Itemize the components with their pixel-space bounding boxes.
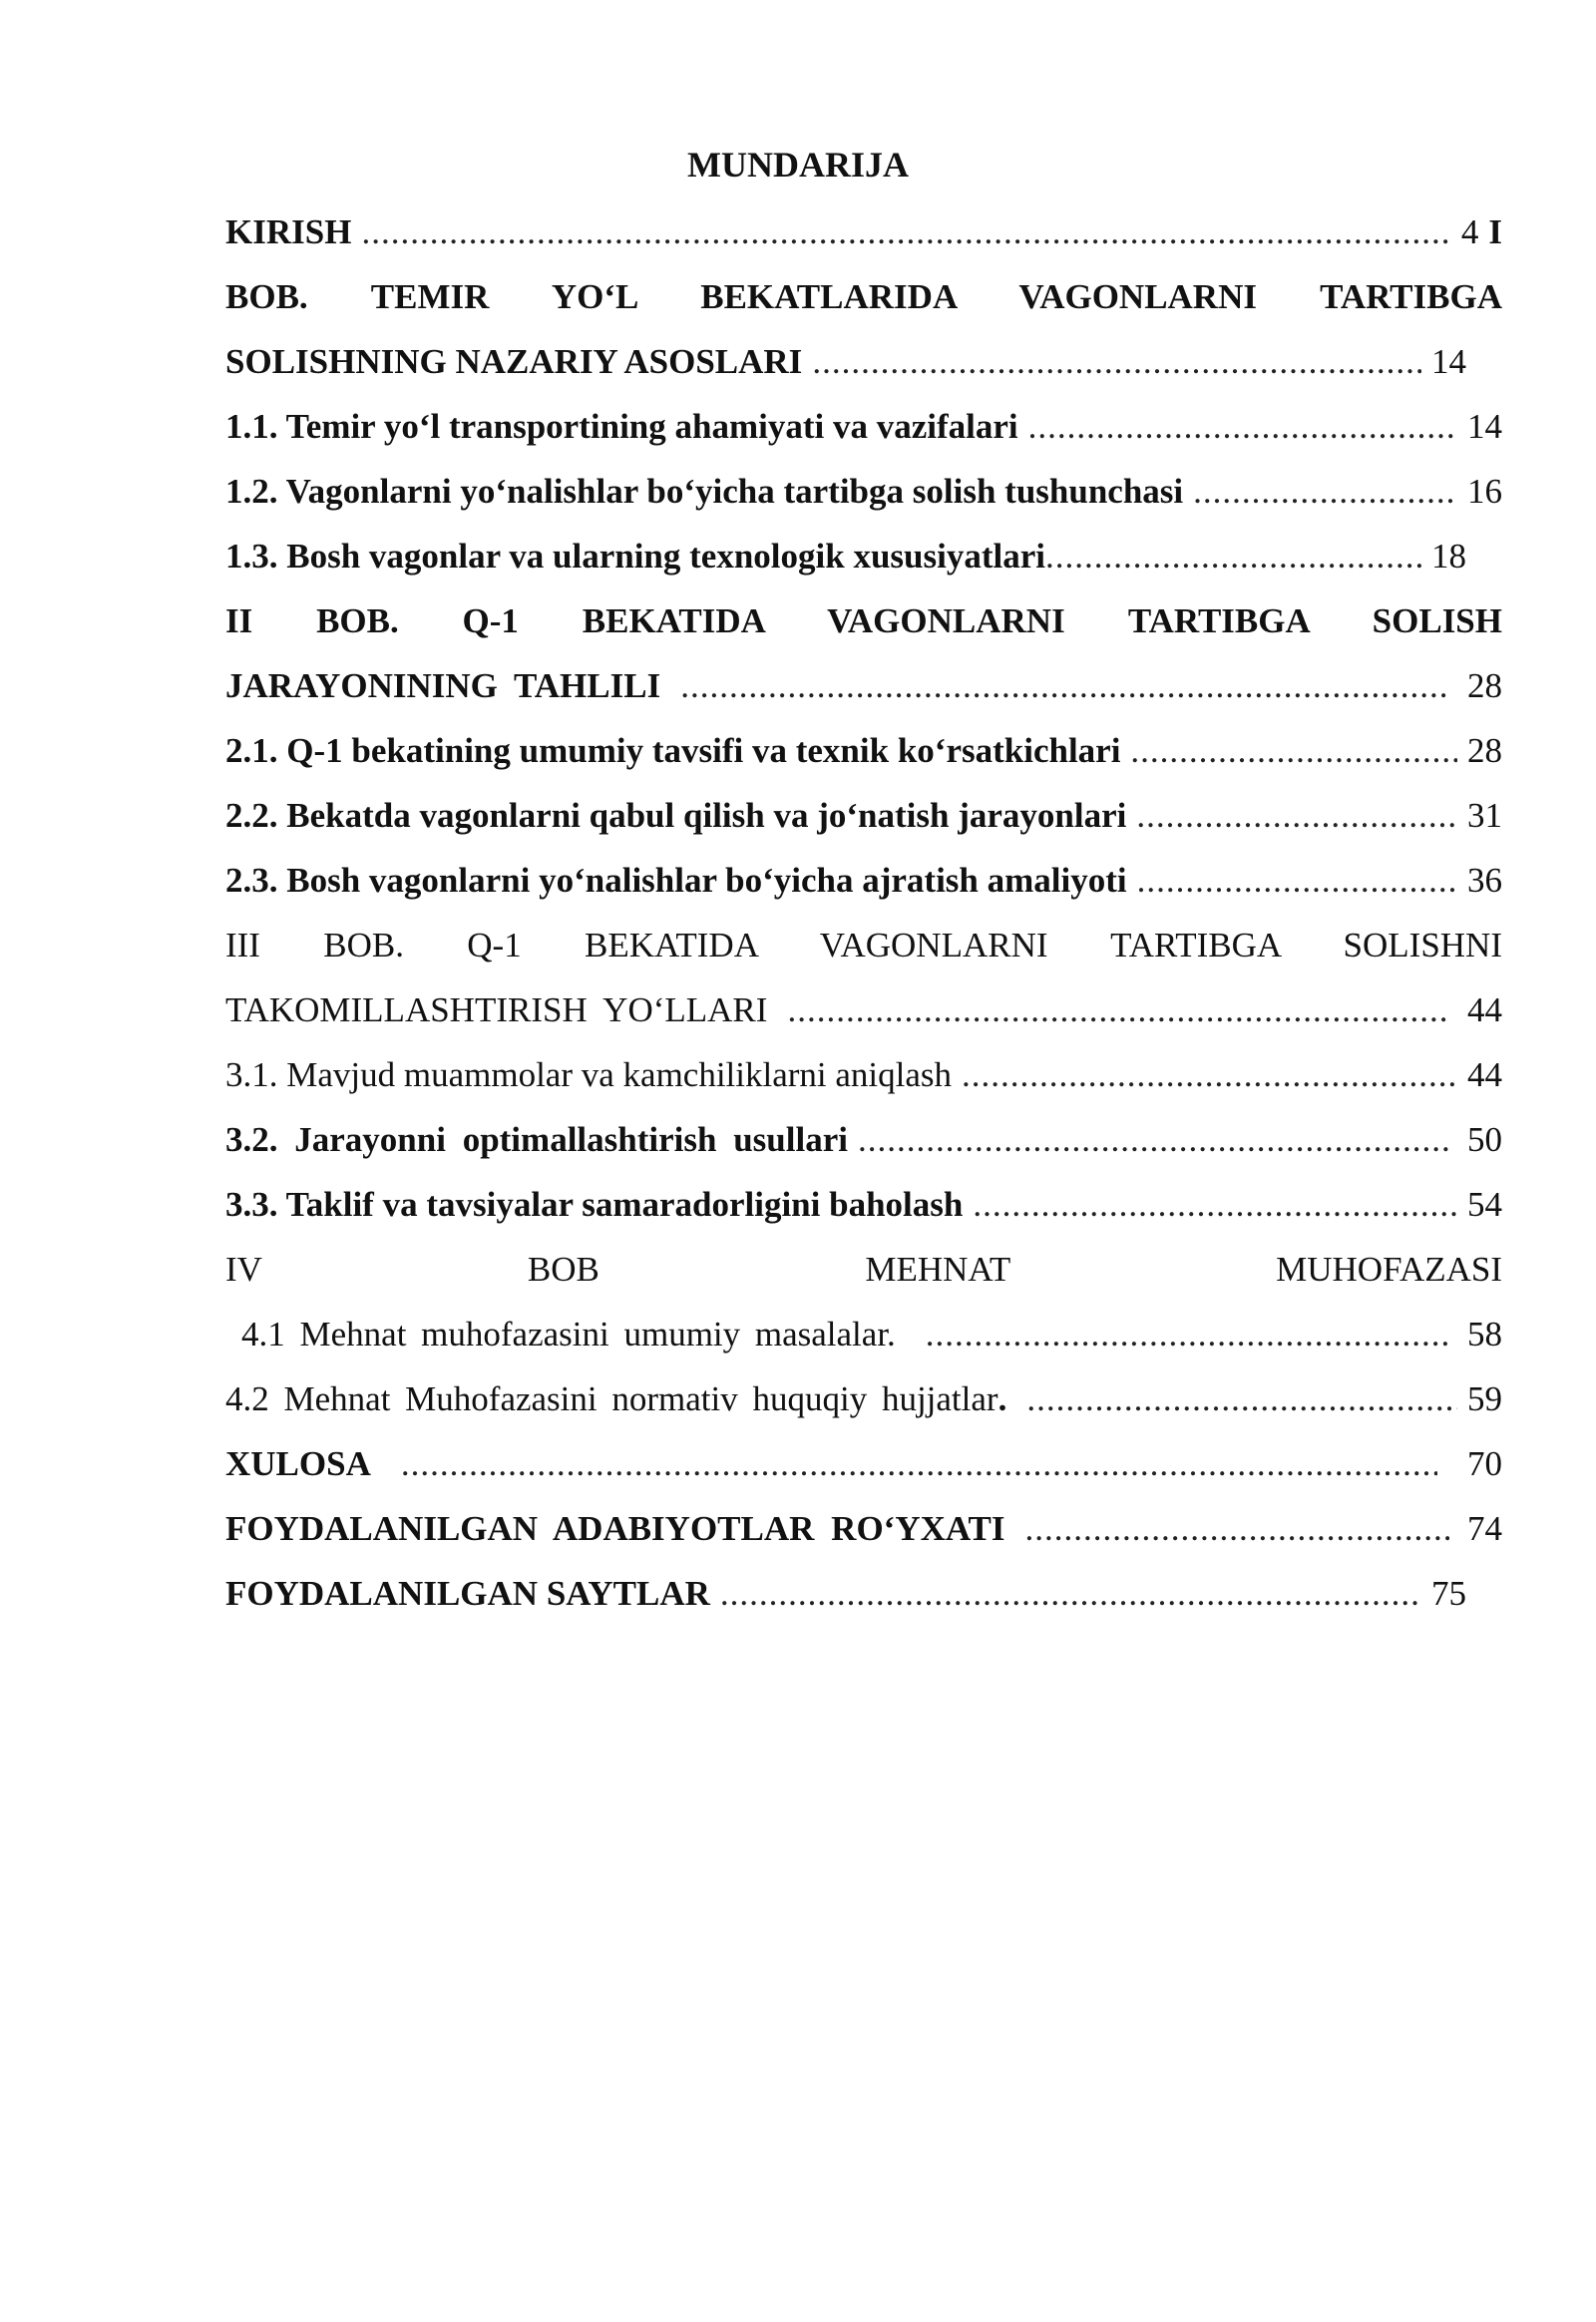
dot-leader	[926, 1315, 1449, 1354]
toc-page-number: 50	[1467, 1119, 1502, 1159]
toc-entry-text: 2.3. Bosh vagonlarni yo‘nalishlar bo‘yicha ajratish amaliyoti	[225, 860, 1127, 900]
toc-entry-4-1	[225, 1302, 1502, 1366]
toc-entry-text: XULOSA	[225, 1443, 371, 1483]
toc-entry-saytlar	[225, 1561, 1466, 1626]
toc-entry-text: 4.1 Mehnat muhofazasini umumiy masalalar.	[241, 1314, 896, 1354]
toc-entry-text: 1.1. Temir yo‘l transportining ahamiyati va vazifalari	[225, 406, 1018, 446]
toc-page-number: 74	[1467, 1508, 1502, 1548]
toc-entry-text: 2.2. Bekatda vagonlarni qabul qilish va jo‘natish jarayonlari	[225, 795, 1127, 835]
toc-entry-1-1	[225, 394, 1502, 459]
toc-entry-text: 3.3. Taklif va tavsiyalar samaradorligini baholash	[225, 1184, 964, 1224]
dot-leader	[1136, 796, 1457, 836]
toc-page-number: 28	[1467, 730, 1502, 770]
dot-leader	[1137, 861, 1457, 901]
page-title: MUNDARIJA	[687, 145, 909, 185]
toc-entry-text: 3.2. Jarayonni optimallashtirish usullari	[225, 1119, 848, 1159]
toc-entry-text: 4.2 Mehnat Muhofazasini normativ huquqiy hujjatlar	[225, 1378, 998, 1418]
toc-page-number: 75	[1431, 1573, 1466, 1613]
toc-entry-1-2	[225, 459, 1502, 524]
toc-trailing-text: .	[998, 1378, 1007, 1418]
toc-entry-3-1	[225, 1042, 1502, 1107]
toc-entry-bob4	[225, 1237, 1502, 1302]
toc-entry-2-3	[225, 848, 1502, 913]
toc-entry-2-2	[225, 783, 1502, 848]
toc-entry-bob3-line2	[225, 977, 1502, 1042]
toc-entry-text: 3.1. Mavjud muammolar va kamchiliklarni aniqlash	[225, 1054, 953, 1094]
dot-leader	[680, 666, 1449, 706]
toc-entry-text: FOYDALANILGAN ADABIYOTLAR RO‘YXATI	[225, 1508, 1005, 1548]
dot-leader	[1193, 472, 1457, 512]
dot-leader	[787, 990, 1449, 1030]
toc-entry-adabiyot	[225, 1496, 1502, 1561]
toc-entry-text: 2.1. Q-1 bekatining umumiy tavsifi va texnik ko‘rsatkichlari	[225, 730, 1121, 770]
dot-leader	[1026, 1379, 1457, 1419]
toc-entry-1-3	[225, 524, 1466, 588]
dot-leader	[1045, 537, 1421, 577]
toc-entry-text: KIRISH	[225, 211, 352, 251]
toc-page-number: 58	[1467, 1314, 1502, 1354]
dot-leader	[858, 1120, 1449, 1160]
toc-page-number: 44	[1467, 1054, 1502, 1094]
toc-entry-text: SOLISHNING NAZARIY ASOSLARI	[225, 341, 803, 381]
toc-entry-text: FOYDALANILGAN SAYTLAR	[225, 1573, 710, 1613]
toc-page-number: 16	[1467, 471, 1502, 511]
toc-entry-text: TAKOMILLASHTIRISH YO‘LLARI	[225, 989, 768, 1029]
toc-entry-2-1	[225, 718, 1502, 783]
toc-entry-text: BOB. TEMIR YO‘L BEKATLARIDA VAGONLARNI TARTIBGA	[225, 277, 1502, 316]
dot-leader	[401, 1444, 1437, 1484]
toc-entry-text: IV BOB MEHNAT MUHOFAZASI	[225, 1250, 1502, 1289]
dot-leader	[973, 1185, 1457, 1225]
dot-leader	[720, 1574, 1421, 1614]
toc-page-number: 44	[1467, 989, 1502, 1029]
toc-entry-kirish	[225, 199, 1502, 264]
toc-entry-bob3-line1	[225, 913, 1502, 977]
dot-leader	[1028, 407, 1457, 447]
toc-entry-3-3	[225, 1172, 1502, 1237]
toc-page-number: 4	[1460, 211, 1479, 251]
toc-entry-xulosa	[225, 1431, 1502, 1496]
toc-entry-bob1-line1	[225, 264, 1502, 329]
table-of-contents	[225, 199, 1502, 1626]
dot-leader	[361, 212, 1450, 252]
toc-entry-bob2-line2	[225, 653, 1502, 718]
toc-page-number: 59	[1467, 1378, 1502, 1418]
toc-entry-text: 1.3. Bosh vagonlar va ularning texnologik xususiyatlari	[225, 536, 1046, 576]
toc-page-number: 14	[1431, 341, 1466, 381]
toc-page-number: 14	[1467, 406, 1502, 446]
toc-entry-3-2	[225, 1107, 1502, 1172]
toc-entry-bob1-line2	[225, 329, 1466, 394]
toc-page-number: 28	[1467, 665, 1502, 705]
toc-entry-4-2	[225, 1366, 1502, 1431]
toc-entry-text: II BOB. Q-1 BEKATIDA VAGONLARNI TARTIBGA SOLISH	[225, 601, 1502, 640]
toc-page-number: 36	[1467, 860, 1502, 900]
toc-entry-bob2-line1	[225, 588, 1502, 653]
toc-trailing-text: I	[1488, 211, 1502, 251]
dot-leader	[812, 342, 1421, 382]
toc-entry-text: JARAYONINING TAHLILI	[225, 665, 661, 705]
dot-leader	[1025, 1509, 1449, 1549]
dot-leader	[1130, 731, 1457, 771]
toc-page-number: 70	[1467, 1443, 1502, 1483]
dot-leader	[962, 1055, 1457, 1095]
toc-page-number: 31	[1467, 795, 1502, 835]
toc-entry-text: III BOB. Q-1 BEKATIDA VAGONLARNI TARTIBGA SOLISHNI	[225, 926, 1502, 965]
toc-entry-text: 1.2. Vagonlarni yo‘nalishlar bo‘yicha tartibga solish tushunchasi	[225, 471, 1184, 511]
toc-page-number: 54	[1467, 1184, 1502, 1224]
toc-page-number: 18	[1431, 536, 1466, 576]
